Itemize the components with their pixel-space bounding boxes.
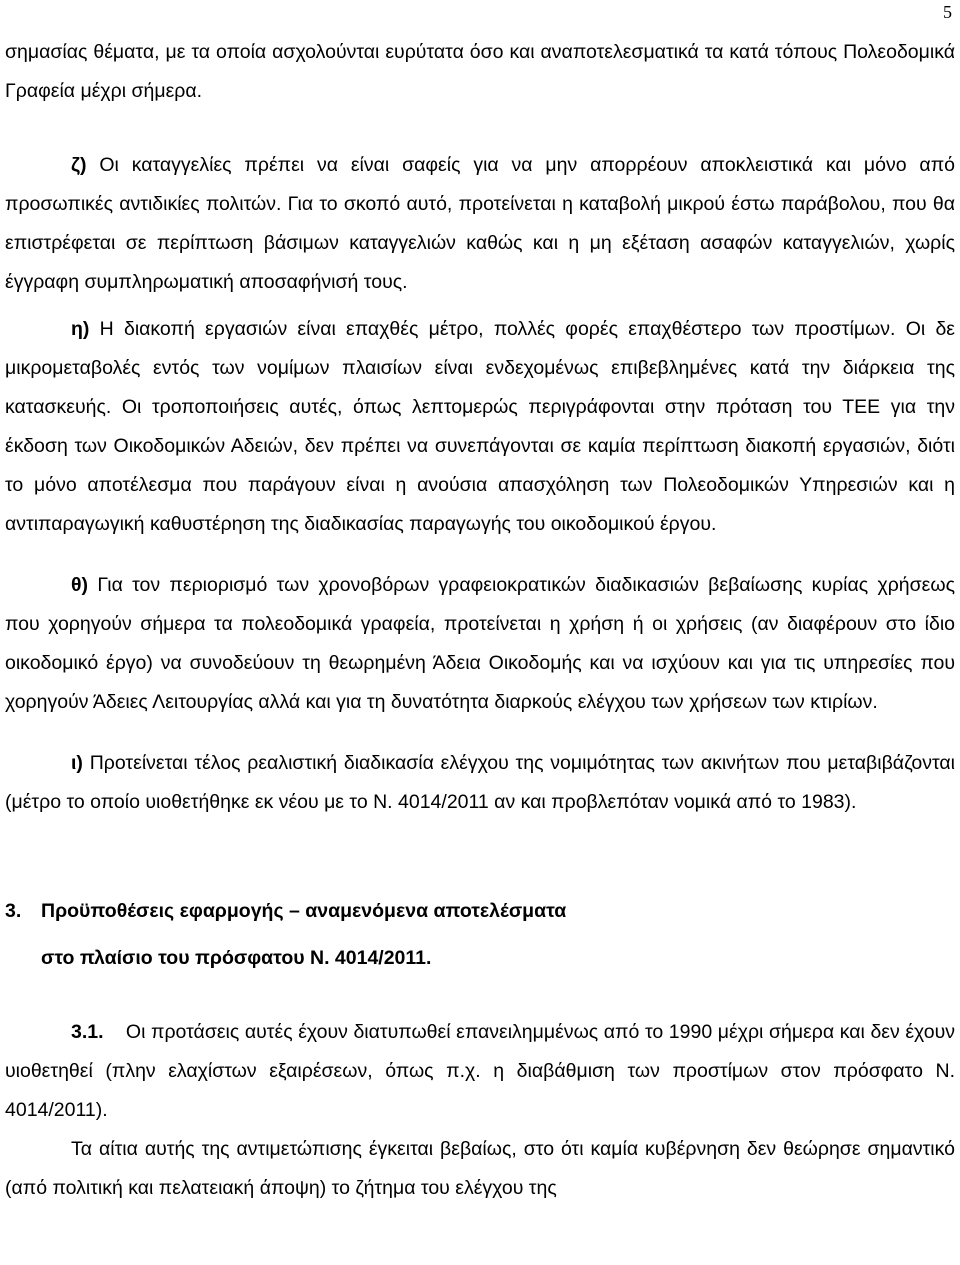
paragraph-intro: σημασίας θέματα, με τα οποία ασχολούνται ευρύτατα όσο και αναποτελεσματικά τα κατά τόπους Πολεοδομικά Γραφεία μέχρι σήμερα. — [5, 41, 955, 102]
paragraph-3-1-causes: Τα αίτια αυτής της αντιμετώπισης έγκειται βεβαίως, στο ότι καμία κυβέρνηση δεν θεώρησε σημαντικό (από πολιτική και πελατειακή άποψη) το ζήτημα του ελέγχου της — [5, 1138, 955, 1199]
paragraph-3-1 — [5, 1013, 955, 1130]
item-text-z: Οι καταγγελίες πρέπει να είναι σαφείς για να μην απορρέουν αποκλειστικά και μόνο από προσωπικές αντιδικίες πολιτών. Για το σκοπό αυτό, προτείνεται η καταβολή μικρού έστω παράβολου, που θα επιστρέφεται σε περίπτωση βάσιμων καταγγελιών καθώς και η μη εξέταση ασαφών καταγγελιών, χωρίς έγγραφη συμπληρωματική αποσαφήνισή τους. — [5, 154, 955, 293]
item-label-th: θ) — [71, 574, 89, 596]
page-number: 5 — [943, 2, 952, 22]
paragraph-h — [5, 310, 955, 544]
item-text-i: Προτείνεται τέλος ρεαλιστική διαδικασία ελέγχου της νομιμότητας των ακινήτων που μεταβιβάζονται (μέτρο το οποίο υιοθετήθηκε εκ νέου με το Ν. 4014/2011 αν και προβλεπόταν νομικά από το 1983). — [5, 752, 955, 813]
section-3-heading — [5, 892, 955, 978]
document-body — [5, 33, 955, 1208]
item-text-th: Για τον περιορισμό των χρονοβόρων γραφειοκρατικών διαδικασιών βεβαίωσης κυρίας χρήσεως που χορηγούν σήμερα τα πολεοδομικά γραφεία, προτείνεται η χρήση ή οι χρήσεις (αν διαφέρουν στο ίδιο οικοδομικό έργο) να συνοδεύουν τη θεωρημένη Άδεια Οικοδομής και να ισχύουν και για τις υπηρεσίες που χορηγούν Άδειες Λειτουργίας αλλά και για τη δυνατότητα διαρκούς ελέγχου των χρήσεων των κτιρίων. — [5, 574, 955, 713]
item-label-h: η) — [71, 318, 90, 340]
paragraph-i — [5, 744, 955, 822]
section-3-number: 3. — [5, 900, 22, 922]
section-3-1-text: Οι προτάσεις αυτές έχουν διατυπωθεί επανειλημμένως από το 1990 μέχρι σήμερα και δεν έχουν υιοθετηθεί (πλην ελαχίστων εξαιρέσεων, όπως π.χ. η διαβάθμιση των προστίμων στον πρόσφατο Ν. 4014/2011). — [5, 1021, 955, 1121]
paragraph-th — [5, 566, 955, 722]
item-text-h: Η διακοπή εργασιών είναι επαχθές μέτρο, πολλές φορές επαχθέστερο των προστίμων. Οι δε μικρομεταβολές εντός των νομίμων πλαισίων είναι ενδεχομένως επιβεβλημένες κατά την διάρκεια της κατασκευής. Οι τροποποιήσεις αυτές, όπως λεπτομερώς περιγράφονται στην πρόταση του ΤΕΕ για την έκδοση των Οικοδομικών Αδειών, δεν πρέπει να συνεπάγονται σε καμία περίπτωση διακοπή εργασιών, διότι το μόνο αποτέλεσμα που παράγουν είναι η ανούσια απασχόληση των Πολεοδομικών Υπηρεσιών και η αντιπαραγωγική καθυστέρηση της διαδικασίας παραγωγής του οικοδομικού έργου. — [5, 318, 955, 535]
paragraph-z — [5, 146, 955, 302]
item-label-i: ι) — [71, 752, 83, 774]
item-label-z: ζ) — [71, 154, 87, 176]
section-3-title-line2: στο πλαίσιο του πρόσφατου Ν. 4014/2011. — [41, 947, 432, 969]
section-3-1-number: 3.1. — [71, 1021, 104, 1043]
section-3-title-line1: Προϋποθέσεις εφαρμογής – αναμενόμενα αποτελέσματα — [41, 900, 567, 922]
